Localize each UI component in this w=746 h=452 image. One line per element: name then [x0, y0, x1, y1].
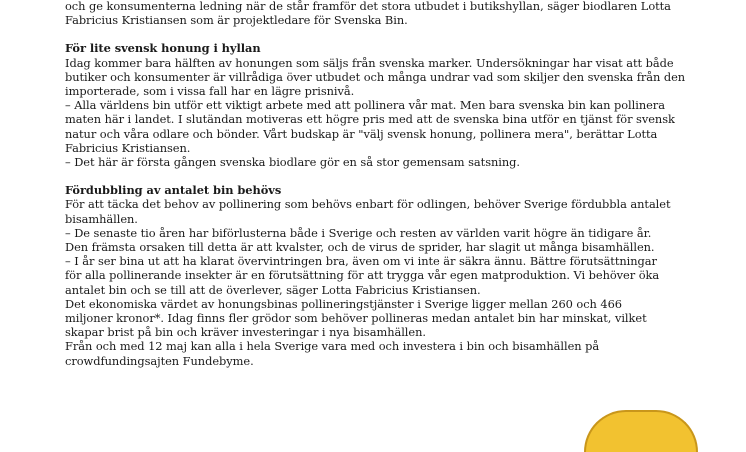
intro-line: Fabricius Kristiansen som är projektledare för Svenska Bin. — [65, 13, 408, 28]
paragraph-line: för alla pollinerande insekter är en förutsättning för att trygga vår egen matproduktion. Vi behöver öka — [65, 268, 660, 283]
paragraph-line: importerade, som i vissa fall har en lägre prisnivå. — [65, 84, 355, 99]
paragraph-line: skapar brist på bin och kräver investeringar i nya bisamhällen. — [65, 325, 426, 340]
paragraph-line: miljoner kronor*. Idag finns fler grödor som behöver pollineras medan antalet bin har minskat, vilket — [65, 311, 647, 326]
paragraph-line: – Det här är första gången svenska biodlare gör en så stor gemensam satsning. — [65, 155, 520, 170]
paragraph-line: – I år ser bina ut att ha klarat övervintringen bra, även om vi inte är säkra ännu. Bättre förutsättningar — [65, 254, 657, 269]
section-heading: Fördubbling av antalet bin behövs — [65, 183, 282, 198]
paragraph-line: natur och våra odlare och bönder. Vårt budskap är "välj svensk honung, pollinera mera", berättar Lotta — [65, 126, 658, 141]
paragraph-line: Fabricius Kristiansen. — [65, 140, 191, 155]
intro-line: och ge konsumenterna ledning när de står framför det stora utbudet i butikshyllan, säger biodlaren Lotta — [65, 0, 671, 13]
section-heading: För lite svensk honung i hyllan — [65, 41, 261, 56]
paragraph-line: Det ekonomiska värdet av honungsbinas pollineringstjänster i Sverige ligger mellan 260 och 466 — [65, 296, 623, 311]
paragraph-line: – Alla världens bin utför ett viktigt arbete med att pollinera vår mat. Men bara svenska bin kan pollinera — [65, 98, 665, 113]
paragraph-line: Idag kommer bara hälften av honungen som säljs från svenska marker. Undersökningar har visat att både — [65, 55, 674, 70]
paragraph-line: bisamhällen. — [65, 211, 138, 226]
paragraph-line: maten här i landet. I slutändan motiveras ett högre pris med att de svenska bina utför en tjänst för svensk — [65, 112, 675, 127]
paragraph-line: För att täcka det behov av pollinering som behövs enbart för odlingen, behöver Sverige fördubbla antalet — [65, 197, 671, 212]
paragraph-line: Från och med 12 maj kan alla i hela Sverige vara med och investera i bin och bisamhällen på — [65, 339, 600, 354]
paragraph-line: – De senaste tio åren har biförlusterna både i Sverige och resten av världen varit högre än tidigare år. — [65, 225, 652, 240]
paragraph-line: antalet bin och se till att de överlever, säger Lotta Fabricius Kristiansen. — [65, 282, 481, 297]
article-body — [65, 0, 705, 368]
logo-badge-edge — [584, 410, 698, 452]
paragraph-line: crowdfundingsajten Fundebyme. — [65, 353, 254, 368]
paragraph-line: Den främsta orsaken till detta är att kvalster, och de virus de sprider, har slagit ut många bisamhällen. — [65, 240, 655, 255]
paragraph-line: butiker och konsumenter är villrådiga över utbudet och många undrar vad som skiljer den svenska från den — [65, 69, 686, 84]
